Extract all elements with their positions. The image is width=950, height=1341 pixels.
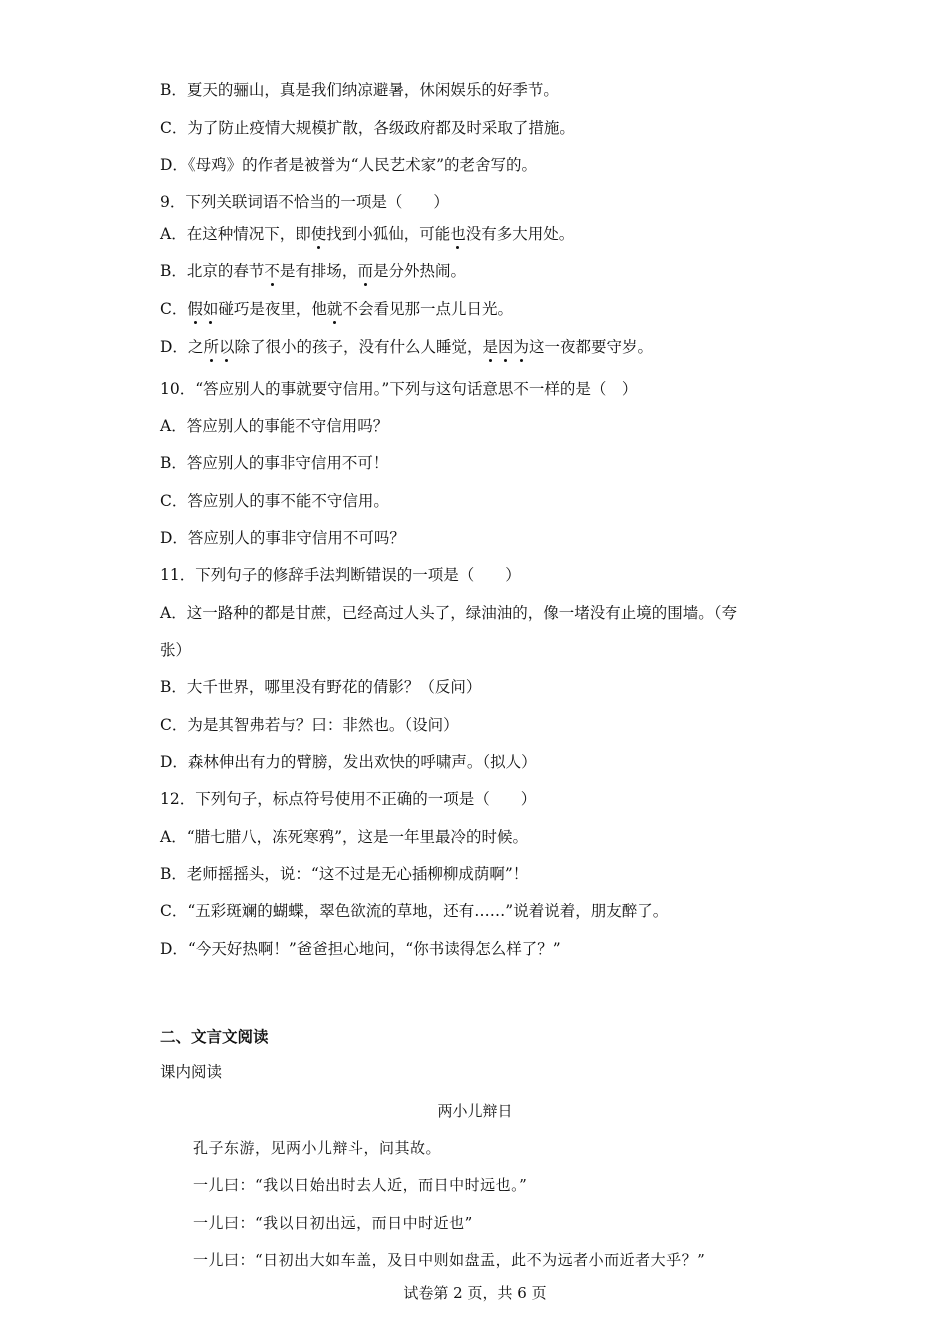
q9-d-keyword-2	[482, 338, 529, 356]
q8-option-b: B．夏天的骊山，真是我们纳凉避暑，休闲娱乐的好季节。	[160, 81, 559, 99]
passage-line-2: 一儿曰：“我以日始出时去人近，而日中时远也。”	[193, 1176, 528, 1194]
q9-b-keyword-1: 不	[264, 262, 280, 280]
q9-option-b	[160, 260, 466, 282]
passage-line-4: 一儿曰：“日初出大如车盖，及日中则如盘盂，此不为远者小而近者大乎？”	[193, 1251, 706, 1269]
q9-b-text-3: 是分外热闹。	[372, 262, 466, 280]
q12-option-b: B．老师摇摇头，说：“这不过是无心插柳柳成荫啊”！	[160, 865, 529, 883]
emphasis-char: 如	[202, 300, 219, 318]
q9-a-text-3: 没有多大用处。	[465, 225, 575, 243]
emphasis-char: 假	[187, 300, 203, 318]
q9-c-text-2: 碰巧是夜里，他	[218, 300, 327, 318]
q8-option-c: C．为了防止疫情大规模扩散，各级政府都及时采取了措施。	[160, 119, 575, 137]
q12-stem: 12．下列句子，标点符号使用不正确的一项是（ ）	[160, 790, 537, 808]
q9-a-text-1: A．在这种情况下，即	[160, 225, 311, 243]
emphasis-char: 是	[482, 338, 498, 356]
passage-title: 两小儿辩日	[437, 1102, 513, 1120]
q9-a-text-2: 找到小狐仙，可能	[326, 225, 451, 243]
emphasis-char: 所	[203, 338, 219, 356]
q11-option-c: C．为是其智弗若与？曰：非然也。（设问）	[160, 716, 459, 734]
q9-d-keyword-1	[203, 338, 234, 356]
q9-c-keyword-2: 就	[326, 300, 343, 318]
emphasis-char: 因	[498, 338, 514, 356]
q9-b-keyword-2: 而	[357, 262, 373, 280]
q10-option-b: B．答应别人的事非守信用不可！	[160, 454, 389, 472]
emphasis-char: 以	[218, 338, 235, 356]
q9-a-keyword-2: 也	[450, 225, 466, 243]
q9-c-text-3: 不会看见那一点儿日光。	[342, 300, 513, 318]
q9-option-c	[160, 298, 513, 320]
q9-a-keyword-1: 使	[310, 225, 327, 243]
passage-line-3: 一儿曰：“我以日初出远，而日中时近也”	[193, 1214, 473, 1232]
emphasis-char: 为	[513, 338, 530, 356]
q9-c-keyword-1	[187, 300, 218, 318]
q10-option-c: C．答应别人的事不能不守信用。	[160, 492, 389, 510]
q11-option-b: B．大千世界，哪里没有野花的倩影？（反问）	[160, 678, 482, 696]
page-footer: 试卷第 2 页，共 6 页	[403, 1284, 547, 1302]
q9-d-text-3: 这一夜都要守岁。	[529, 338, 654, 356]
q9-c-text-1: C．	[160, 300, 188, 318]
q9-b-text-2: 是有排场，	[279, 262, 358, 280]
q12-option-d: D．“今天好热啊！”爸爸担心地问，“你书读得怎么样了？”	[160, 940, 561, 958]
q9-d-text-2: 除了很小的孩子，没有什么人睡觉，	[234, 338, 483, 356]
q9-option-d	[160, 336, 653, 358]
q9-b-text-1: B．北京的春节	[160, 262, 265, 280]
q9-stem: 9．下列关联词语不恰当的一项是（ ）	[160, 193, 449, 211]
q10-stem: 10．“答应别人的事就要守信用。”下列与这句话意思不一样的是（ ）	[160, 380, 638, 398]
q9-option-a	[160, 223, 574, 245]
q10-option-a: A．答应别人的事能不守信用吗？	[160, 417, 389, 435]
q11-option-a-line-1: A．这一路种的都是甘蔗，已经高过人头了，绿油油的，像一堵没有止境的围墙。（夸	[160, 604, 737, 622]
q11-stem: 11．下列句子的修辞手法判断错误的一项是（ ）	[160, 566, 521, 584]
passage-line-1: 孔子东游，见两小儿辩斗，问其故。	[193, 1139, 442, 1157]
q8-option-d: D．《母鸡》的作者是被誉为“人民艺术家”的老舍写的。	[160, 156, 538, 174]
q9-d-text-1: D．之	[160, 338, 204, 356]
q12-option-a: A．“腊七腊八，冻死寒鸦”，这是一年里最冷的时候。	[160, 828, 529, 846]
section-subheading: 课内阅读	[160, 1063, 223, 1081]
q11-option-d: D．森林伸出有力的臂膀，发出欢快的呼啸声。（拟人）	[160, 753, 537, 771]
q12-option-c: C．“五彩斑斓的蝴蝶，翠色欲流的草地，还有……”说着说着，朋友醉了。	[160, 902, 669, 920]
section-heading: 二、文言文阅读	[160, 1027, 269, 1046]
q11-option-a-line-2: 张）	[160, 641, 192, 659]
q10-option-d: D．答应别人的事非守信用不可吗？	[160, 529, 405, 547]
